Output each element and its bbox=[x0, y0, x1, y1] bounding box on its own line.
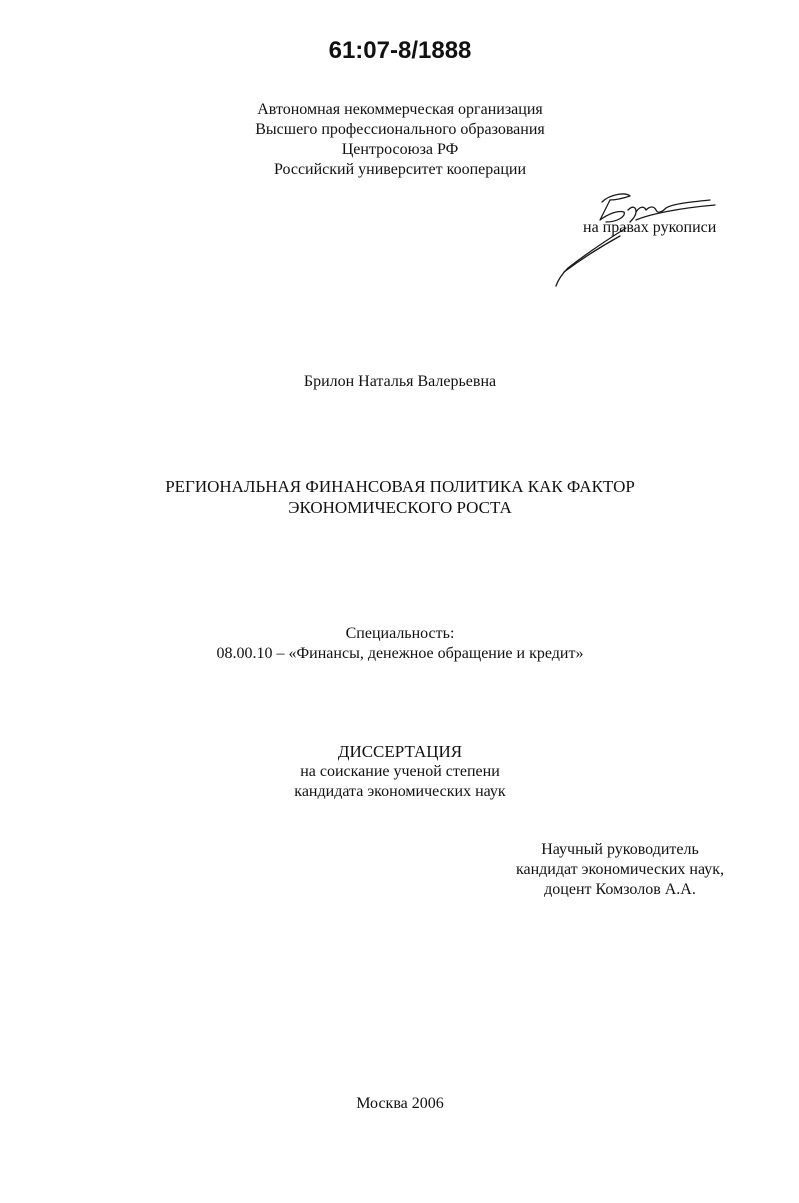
specialty-value: 08.00.10 – «Финансы, денежное обращение и кредит» bbox=[216, 645, 584, 662]
title-line-1: РЕГИОНАЛЬНАЯ ФИНАНСОВАЯ ПОЛИТИКА КАК ФАКТОР bbox=[165, 477, 635, 496]
org-line-2: Высшего профессионального образования bbox=[255, 121, 545, 138]
degree-heading: ДИССЕРТАЦИЯ bbox=[337, 742, 463, 761]
catalog-stamp: 61:07-8/1888 bbox=[328, 37, 472, 64]
specialty-label: Специальность: bbox=[345, 625, 455, 642]
degree-line-1: на соискание ученой степени bbox=[300, 763, 500, 780]
supervisor-block bbox=[500, 840, 740, 900]
org-line-1: Автономная некоммерческая организация bbox=[257, 101, 543, 118]
organization-block bbox=[200, 100, 600, 180]
title-line-2: ЭКОНОМИЧЕСКОГО РОСТА bbox=[288, 498, 512, 517]
specialty-block bbox=[150, 624, 650, 664]
supervisor-line-1: Научный руководитель bbox=[541, 841, 699, 858]
dissertation-title bbox=[100, 476, 700, 518]
author-name: Брилон Наталья Валерьевна bbox=[303, 373, 497, 390]
degree-line-2: кандидата экономических наук bbox=[294, 783, 506, 800]
city-year: Москва 2006 bbox=[356, 1095, 444, 1112]
handwritten-signature bbox=[540, 180, 740, 300]
manuscript-note: на правах рукописи bbox=[583, 219, 717, 236]
supervisor-line-2: кандидат экономических наук, bbox=[515, 861, 725, 878]
org-line-3: Центросоюза РФ bbox=[341, 141, 459, 158]
supervisor-line-3: доцент Комзолов А.А. bbox=[544, 881, 696, 898]
degree-block bbox=[200, 742, 600, 802]
org-line-4: Российский университет кооперации bbox=[273, 161, 527, 178]
